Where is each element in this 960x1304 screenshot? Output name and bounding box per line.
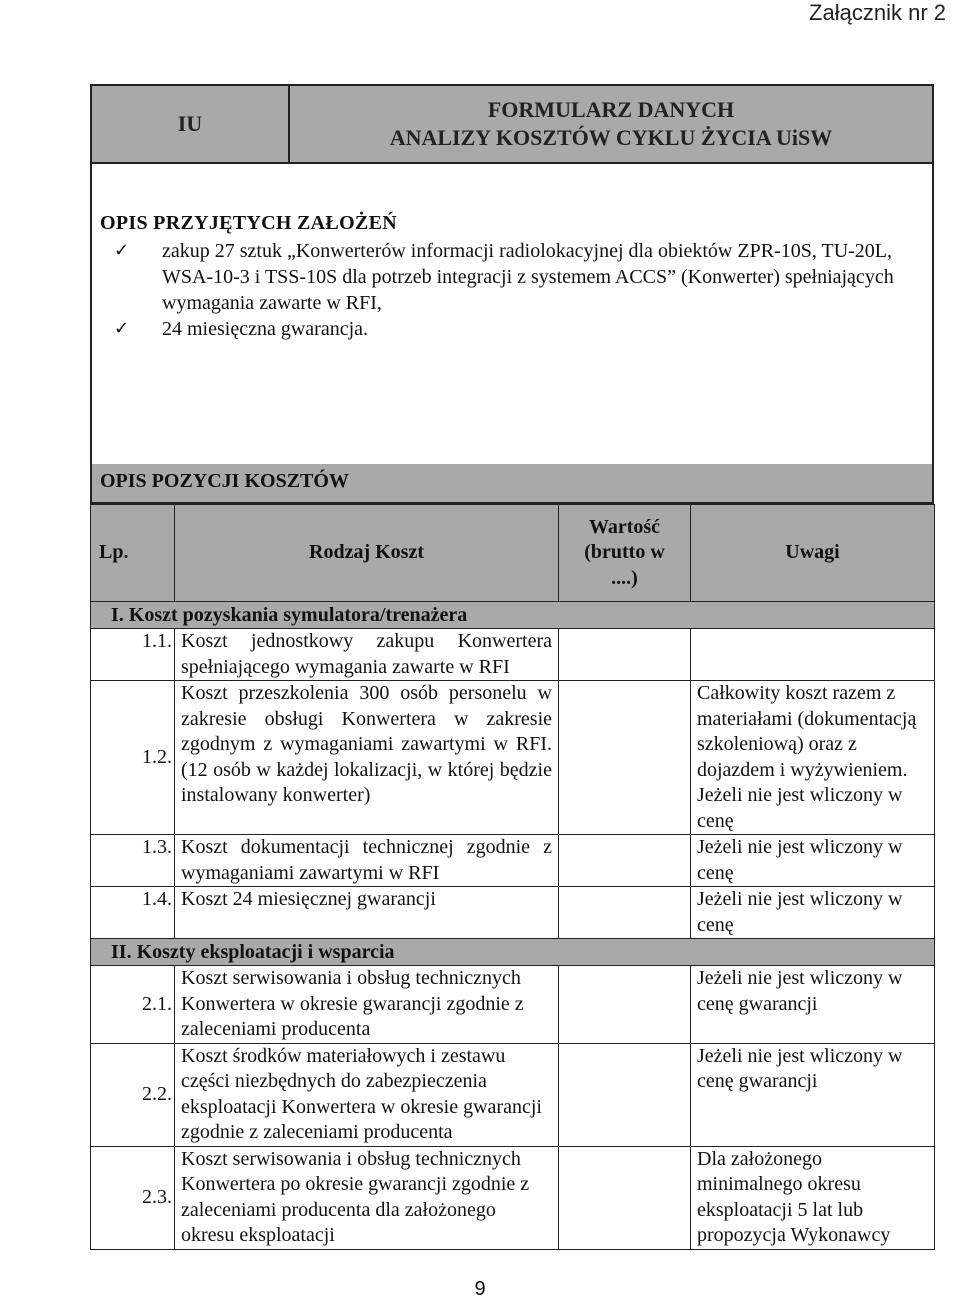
col-value [559,505,691,602]
table-row [91,1146,935,1249]
row-lp: 2.2. [91,1043,175,1146]
checkmark-icon: ✓ [114,318,130,339]
col-value-line2: (brutto w [584,541,665,564]
row-notes [691,629,935,681]
table-header-row [91,505,935,602]
row-type: Koszt serwisowania i obsług technicznych Konwertera po okresie gwarancji zgodnie z zaleceniami producenta dla założonego okresu eksploatacji [175,1146,559,1249]
row-notes: Jeżeli nie jest wliczony w cenę [691,887,935,939]
row-lp: 1.2. [91,681,175,835]
page-number: 9 [474,1278,486,1300]
row-type: Koszt serwisowania i obsług technicznych Konwertera w okresie gwarancji zgodnie z zaleceniami producenta [175,966,559,1044]
row-notes: Jeżeli nie jest wliczony w cenę gwarancji [691,1043,935,1146]
col-notes: Uwagi [691,505,935,602]
row-value[interactable] [559,629,691,681]
header-title [290,86,932,162]
table-row [91,966,935,1044]
assumptions-list [114,238,932,342]
assumptions-section [90,164,934,464]
row-lp: 1.3. [91,835,175,887]
table-row [91,629,935,681]
row-lp: 2.3. [91,1146,175,1249]
col-value-line1: Wartość [588,515,661,538]
row-notes: Całkowity koszt razem z materiałami (dokumentacją szkoleniową) oraz z dojazdem i wyżywieniem. Jeżeli nie jest wliczony w cenę [691,681,935,835]
row-lp: 2.1. [91,966,175,1044]
header-title-line2: ANALIZY KOSZTÓW CYKLU ŻYCIA UiSW [389,125,833,150]
assumption-item [114,238,932,316]
attachment-label: Załącznik nr 2 [809,0,946,25]
col-lp: Lp. [91,505,175,602]
section-row [91,939,935,966]
header-title-line1: FORMULARZ DANYCH [487,97,735,122]
row-value[interactable] [559,1146,691,1249]
table-row [91,1043,935,1146]
row-type: Koszt przeszkolenia 300 osób personelu w zakresie obsługi Konwertera w zakresie zgodnym z wymaganiami zawartymi w RFI. (12 osób w każdej lokalizacji, w której będzie instalowany konwerter) [175,681,559,835]
row-value[interactable] [559,887,691,939]
form-frame [90,84,934,1250]
row-lp: 1.4. [91,887,175,939]
row-notes: Jeżeli nie jest wliczony w cenę gwarancji [691,966,935,1044]
assumptions-title: OPIS PRZYJĘTYCH ZAŁOŻEŃ [100,212,397,234]
row-value[interactable] [559,966,691,1044]
table-row [91,887,935,939]
row-type: Koszt jednostkowy zakupu Konwertera spełniającego wymagania zawarte w RFI [175,629,559,681]
row-type: Koszt 24 miesięcznej gwarancji [175,887,559,939]
row-type: Koszt dokumentacji technicznej zgodnie z wymaganiami zawartymi w RFI [175,835,559,887]
row-notes: Dla założonego minimalnego okresu eksploatacji 5 lat lub propozycja Wykonawcy [691,1146,935,1249]
checkmark-icon: ✓ [114,240,130,261]
row-value[interactable] [559,1043,691,1146]
col-value-line3: ....) [611,566,638,589]
assumption-item [114,316,932,342]
section-row [91,602,935,629]
row-value[interactable] [559,835,691,887]
header-iu: IU [92,86,290,162]
form-header [90,84,934,164]
section-title: II. Koszty eksploatacji i wsparcia [91,939,935,966]
row-notes: Jeżeli nie jest wliczony w cenę [691,835,935,887]
assumption-text: 24 miesięczna gwarancja. [162,318,369,340]
costs-title: OPIS POZYCJI KOSZTÓW [90,464,934,504]
table-row [91,835,935,887]
costs-table [90,504,935,1250]
assumption-text: zakup 27 sztuk „Konwerterów informacji radiolokacyjnej dla obiektów ZPR-10S, TU-20L, WSA-10-3 i TSS-10S dla potrzeb integracji z systemem ACCS” (Konwerter) spełniających wymagania zawarte w RFI, [162,240,894,314]
col-type: Rodzaj Koszt [175,505,559,602]
row-type: Koszt środków materiałowych i zestawu części niezbędnych do zabezpieczenia eksploatacji Konwertera w okresie gwarancji zgodnie z zaleceniami producenta [175,1043,559,1146]
section-title: I. Koszt pozyskania symulatora/trenażera [91,602,935,629]
row-lp: 1.1. [91,629,175,681]
table-row [91,681,935,835]
row-value[interactable] [559,681,691,835]
